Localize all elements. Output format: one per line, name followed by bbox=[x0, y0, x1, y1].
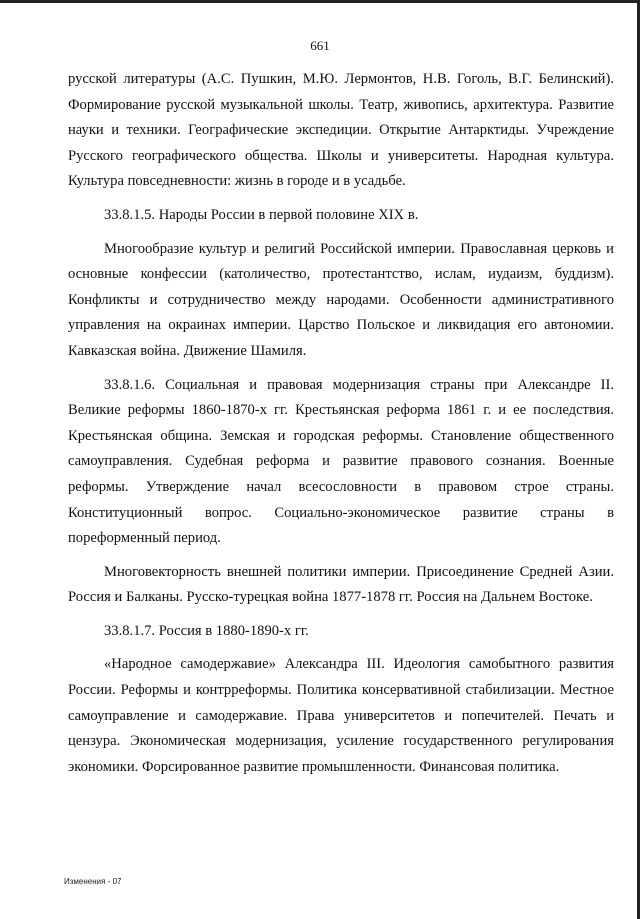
footer-note: Изменения - 07 bbox=[64, 877, 122, 886]
paragraph-foreign-policy: Многовекторность внешней политики империи. Присоединение Средней Азии. Россия и Балканы. Русско-турецкая война 1877-1878 гг. Россия на Дальнем Востоке. bbox=[68, 563, 614, 606]
scan-edge-top bbox=[0, 0, 640, 3]
section-heading-33-8-1-7: 33.8.1.7. Россия в 1880-1890-х гг. bbox=[104, 622, 309, 639]
document-body bbox=[68, 67, 614, 780]
paragraph-autocracy: «Народное самодержавие» Александра III. Идеология самобытного развития России. Реформы и контрреформы. Политика консервативной стабилизации. Местное самоуправление и самодержавие. Права университетов и попечителей. Печать и цензура. Экономическая модернизация, усиление государственного регулирования экономики. Форсированное развитие промышленности. Финансовая политика. bbox=[68, 656, 614, 775]
paragraph-continuation: русской литературы (А.С. Пушкин, М.Ю. Лермонтов, Н.В. Гоголь, В.Г. Белинский). Формирование русской музыкальной школы. Театр, живопись, архитектура. Развитие науки и техники. Географические экспедиции. Открытие Антарктиды. Учреждение Русского географического общества. Школы и университеты. Народная культура. Культура повседневности: жизнь в городе и в усадьбе. bbox=[68, 71, 614, 190]
page-number: 661 bbox=[310, 38, 330, 53]
paragraph-reforms: 33.8.1.6. Социальная и правовая модернизация страны при Александре II. Великие реформы 1860-1870-х гг. Крестьянская реформа 1861 г. и ее последствия. Крестьянская община. Земская и городская реформы. Становление общественного самоуправления. Судебная реформа и развитие правового сознания. Военные реформы. Утверждение начал всесословности в правовом строе страны. Конституционный вопрос. Социально-экономическое развитие страны в пореформенный период. bbox=[68, 376, 614, 547]
paragraph-peoples: Многообразие культур и религий Российской империи. Православная церковь и основные конфессии (католичество, протестантство, ислам, иудаизм, буддизм). Конфликты и сотрудничество между народами. Особенности административного управления на окраинах империи. Царство Польское и ликвидация его автономии. Кавказская война. Движение Шамиля. bbox=[68, 240, 614, 359]
section-heading-33-8-1-5: 33.8.1.5. Народы России в первой половине XIX в. bbox=[104, 206, 419, 223]
